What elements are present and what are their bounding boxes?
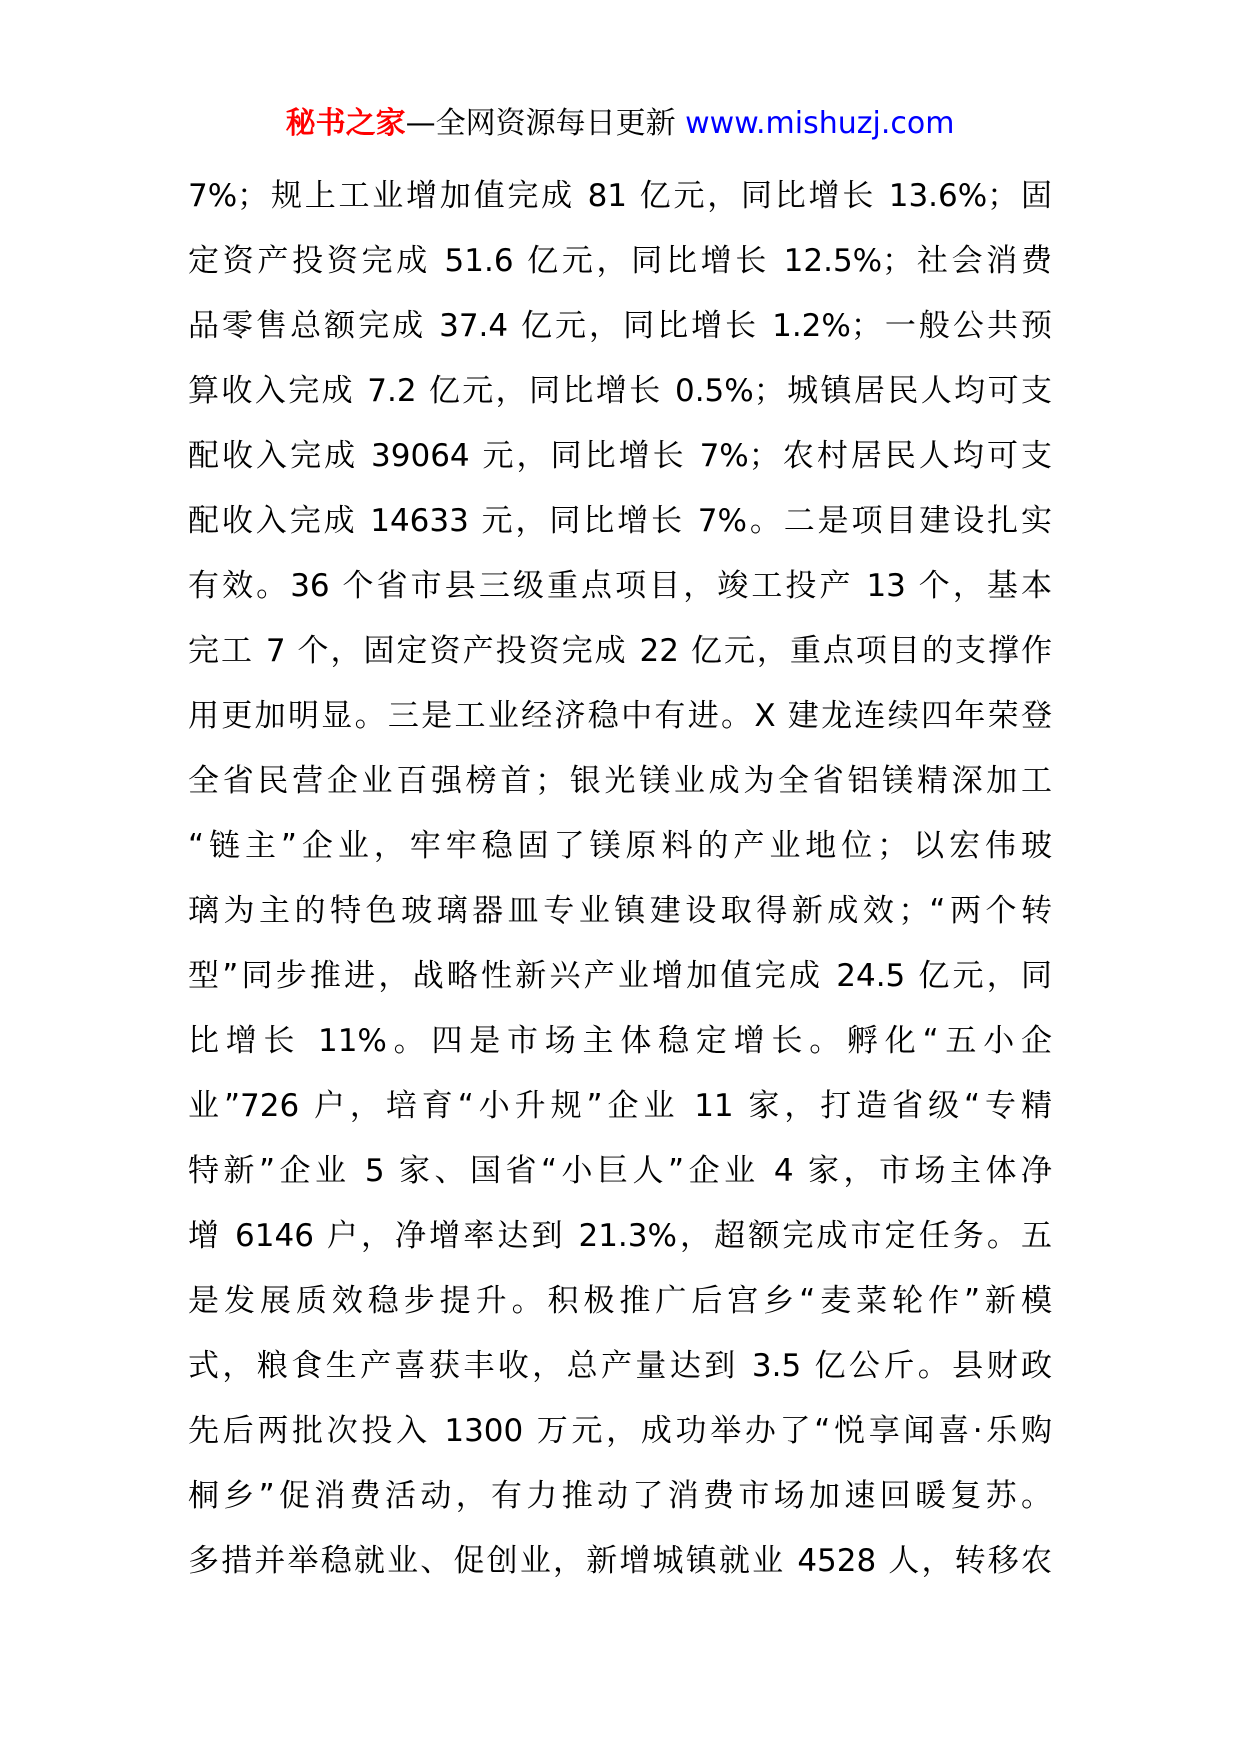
text-line: 完工 7 个，固定资产投资完成 22 亿元，重点项目的支撑作 [188,633,1052,669]
text-line: 有效。36 个省市县三级重点项目，竣工投产 13 个，基本 [188,568,1052,604]
text-line: 配收入完成 14633 元，同比增长 7%。二是项目建设扎实 [188,503,1052,539]
text-line: 璃为主的特色玻璃器皿专业镇建设取得新成效；“两个转 [188,893,1052,929]
text-line: 增 6146 户，净增率达到 21.3%，超额完成市定任务。五 [188,1218,1052,1254]
text-line: 先后两批次投入 1300 万元，成功举办了“悦享闻喜·乐购 [188,1413,1052,1449]
text-line: 全省民营企业百强榜首；银光镁业成为全省铝镁精深加工 [188,763,1052,799]
text-line: 品零售总额完成 37.4 亿元，同比增长 1.2%；一般公共预 [188,308,1052,344]
site-header [0,104,1240,144]
text-line: 多措并举稳就业、促创业，新增城镇就业 4528 人，转移农 [188,1543,1052,1579]
text-line: 桐乡”促消费活动，有力推动了消费市场加速回暖复苏。 [188,1478,1052,1514]
text-line: 型”同步推进，战略性新兴产业增加值完成 24.5 亿元，同 [188,958,1052,994]
text-line: 算收入完成 7.2 亿元，同比增长 0.5%；城镇居民人均可支 [188,373,1052,409]
header-tagline: —全网资源每日更新 [405,106,676,141]
brand-name: 秘书之家 [285,106,406,141]
text-line: 式，粮食生产喜获丰收，总产量达到 3.5 亿公斤。县财政 [188,1348,1052,1384]
text-line: 业”726 户，培育“小升规”企业 11 家，打造省级“专精 [188,1088,1052,1124]
site-url-link[interactable]: www.mishuzj.com [685,106,955,141]
text-line: 比增长 11%。四是市场主体稳定增长。孵化“五小企 [188,1023,1052,1059]
text-line: 7%；规上工业增加值完成 81 亿元，同比增长 13.6%；固 [188,178,1052,214]
document-body [188,164,1052,1594]
text-line: 特新”企业 5 家、国省“小巨人”企业 4 家，市场主体净 [188,1153,1052,1189]
text-line: “链主”企业，牢牢稳固了镁原料的产业地位；以宏伟玻 [188,828,1052,864]
text-line: 用更加明显。三是工业经济稳中有进。X 建龙连续四年荣登 [188,698,1052,734]
text-line: 配收入完成 39064 元，同比增长 7%；农村居民人均可支 [188,438,1052,474]
text-line: 是发展质效稳步提升。积极推广后宫乡“麦菜轮作”新模 [188,1283,1052,1319]
text-line: 定资产投资完成 51.6 亿元，同比增长 12.5%；社会消费 [188,243,1052,279]
